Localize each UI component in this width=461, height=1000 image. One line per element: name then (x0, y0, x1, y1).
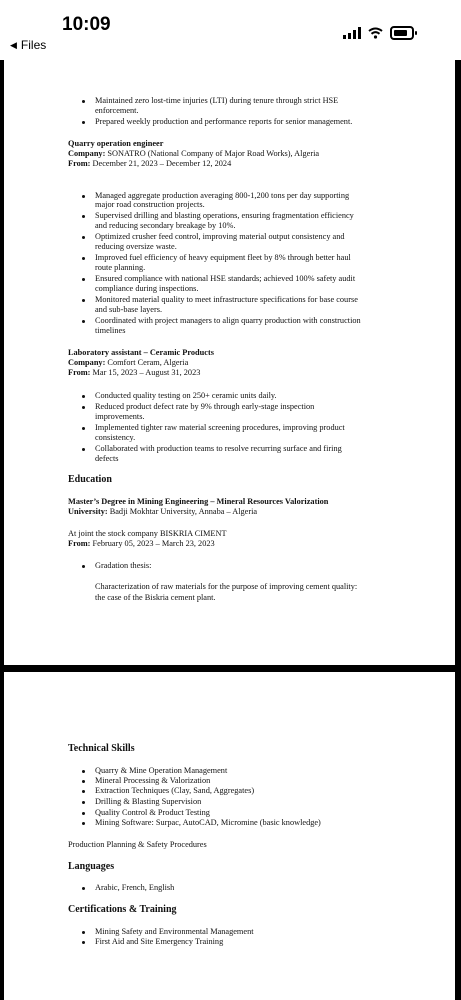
list-item: Implemented tighter raw material screening procedures, improving product (95, 423, 345, 432)
section-heading-skills: Technical Skills (68, 743, 135, 754)
internship-company: At joint the stock company BISKRIA CIMENT (68, 529, 227, 538)
thesis-text: the case of the Biskria cement plant. (95, 593, 216, 602)
back-arrow-icon: ◀ (10, 39, 17, 50)
list-item: Conducted quality testing on 250+ ceramic units daily. (95, 391, 277, 400)
job-title: Quarry operation engineer (68, 139, 164, 148)
list-item: Arabic, French, English (95, 883, 175, 892)
job-title: Laboratory assistant – Ceramic Products (68, 348, 214, 357)
company-label: Company: (68, 149, 106, 158)
status-time: 10:09 (62, 14, 111, 35)
list-item: Extraction Techniques (Clay, Sand, Aggregates) (95, 786, 255, 795)
company-label: Company: (68, 358, 106, 367)
list-item: Prepared weekly production and performance reports for senior management. (95, 117, 353, 126)
list-item: Monitored material quality to meet infrastructure specifications for base course (95, 295, 358, 304)
list-item: Quality Control & Product Testing (95, 808, 210, 817)
status-bar (0, 0, 461, 60)
internship-dates: February 05, 2023 – March 23, 2023 (92, 539, 215, 548)
list-item: Improved fuel efficiency of heavy equipment fleet by 8% through better haul (95, 253, 351, 262)
list-item-cont: compliance during inspections. (95, 284, 199, 293)
list-item-cont: and sub-base layers. (95, 305, 163, 314)
battery-icon (390, 26, 414, 40)
thesis-text: Characterization of raw materials for the purpose of improving cement quality: (95, 582, 358, 591)
back-label: Files (20, 38, 47, 52)
university-label: University: (68, 507, 108, 516)
list-item-cont: improvements. (95, 412, 145, 421)
job-dates: Mar 15, 2023 – August 31, 2023 (92, 368, 201, 377)
section-heading-languages: Languages (68, 861, 115, 872)
list-item-cont: and reducing secondary breakage by 10%. (95, 221, 236, 230)
extra-skill: Production Planning & Safety Procedures (68, 840, 207, 849)
list-item: First Aid and Site Emergency Training (95, 937, 224, 946)
list-item-cont: enforcement. (95, 106, 139, 115)
job-dates: December 21, 2023 – December 12, 2024 (92, 159, 232, 168)
cellular-signal-icon (343, 27, 361, 39)
company-name: SONATRO (National Company of Major Road Works), Algeria (107, 149, 320, 158)
wifi-icon (368, 27, 383, 39)
list-item: Optimized crusher feed control, improving material output consistency and (95, 232, 345, 241)
company-name: Comfort Ceram, Algeria (107, 358, 189, 367)
list-item: Mining Safety and Environmental Management (95, 927, 254, 936)
from-label: From: (68, 539, 91, 548)
document-page-1[interactable] (4, 60, 455, 665)
status-icons (343, 26, 414, 40)
list-item: Ensured compliance with national HSE standards; achieved 100% safety audit (95, 274, 356, 283)
list-item: Quarry & Mine Operation Management (95, 766, 228, 775)
document-page-2[interactable] (4, 672, 455, 1000)
list-item: Drilling & Blasting Supervision (95, 797, 202, 806)
list-item: Supervised drilling and blasting operations, ensuring fragmentation efficiency (95, 211, 354, 220)
university-name: Badji Mokhtar University, Annaba – Algeria (109, 507, 258, 516)
list-item-cont: major road construction projects. (95, 200, 205, 209)
from-label: From: (68, 368, 91, 377)
from-label: From: (68, 159, 91, 168)
section-heading-certifications: Certifications & Training (68, 904, 177, 915)
list-item: Reduced product defect rate by 9% through early-stage inspection (95, 402, 315, 411)
list-item-cont: consistency. (95, 433, 136, 442)
section-heading-education: Education (68, 474, 112, 485)
list-item: Mineral Processing & Valorization (95, 776, 211, 785)
list-item-cont: defects (95, 454, 119, 463)
list-item: Gradation thesis: (95, 561, 152, 570)
list-item-cont: reducing oversize waste. (95, 242, 177, 251)
list-item: Maintained zero lost-time injuries (LTI) during tenure through strict HSE (95, 96, 339, 105)
list-item: Mining Software: Surpac, AutoCAD, Micromine (basic knowledge) (95, 818, 321, 827)
list-item: Coordinated with project managers to align quarry production with construction (95, 316, 361, 325)
list-item: Managed aggregate production averaging 800-1,200 tons per day supporting (95, 191, 350, 200)
list-item-cont: timelines (95, 326, 126, 335)
degree-title: Master’s Degree in Mining Engineering – Mineral Resources Valorization (68, 497, 329, 506)
back-to-files-button[interactable] (10, 38, 46, 52)
list-item-cont: route planning. (95, 263, 146, 272)
list-item: Collaborated with production teams to resolve recurring surface and firing (95, 444, 342, 453)
